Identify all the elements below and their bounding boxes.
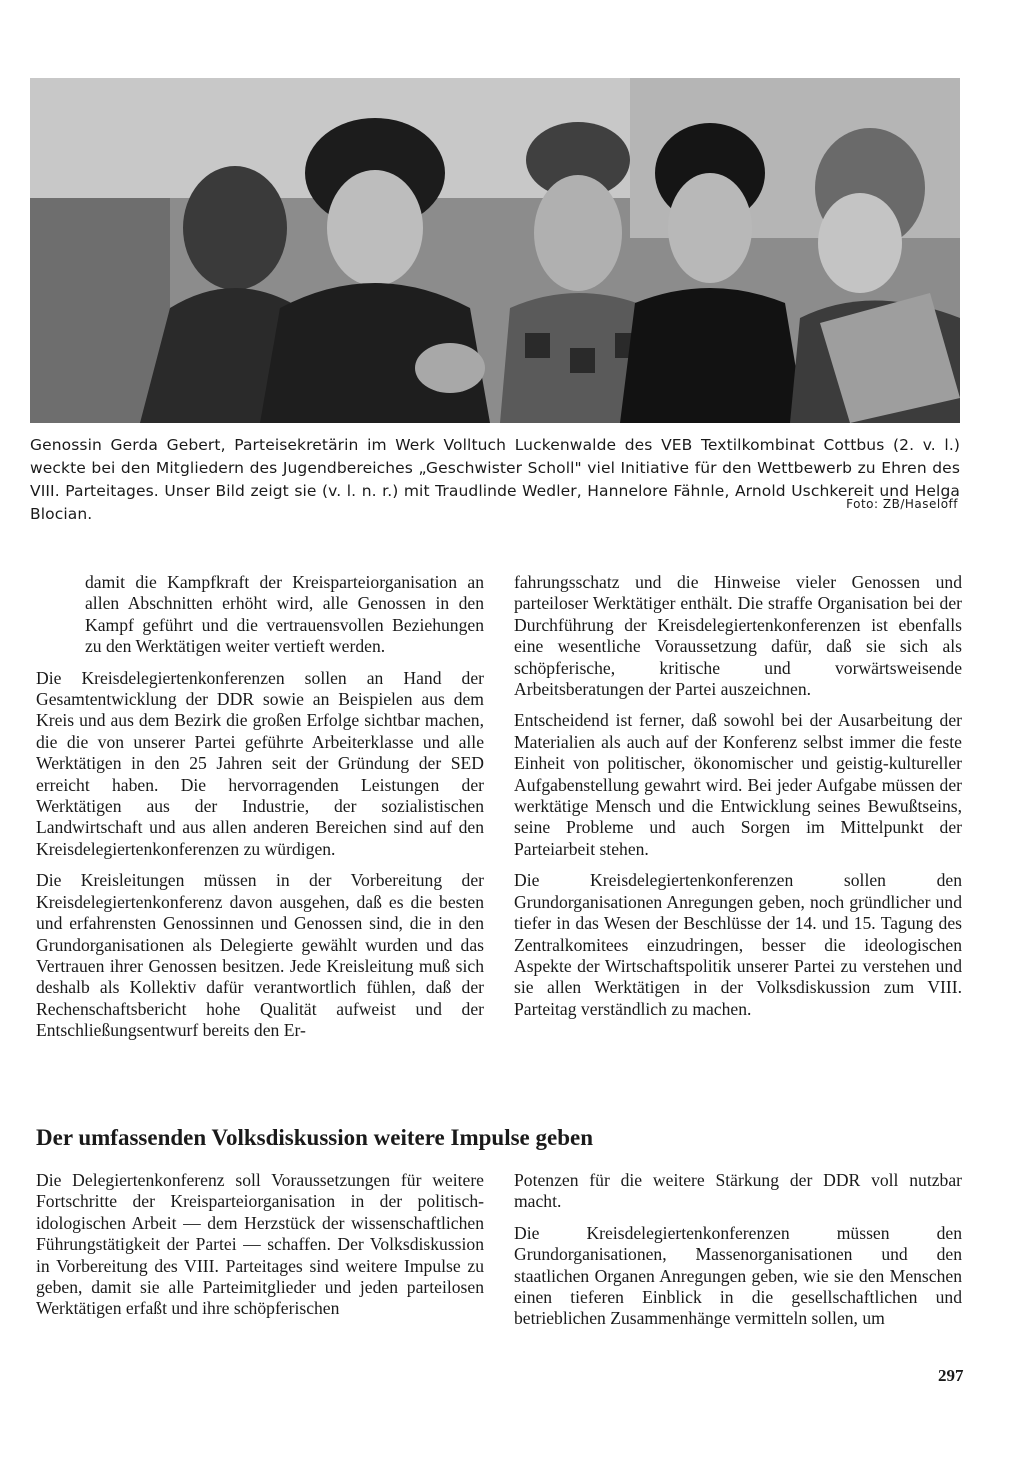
- section2-right-column: [514, 1170, 962, 1340]
- paragraph: Die Kreisdelegiertenkonferenzen sollen den Grundorganisationen Anregungen geben, noch gründlicher und tiefer in das Wesen der Beschlüsse der 14. und 15. Tagung des Zentralkomitees einzudringen, besser die ideologischen Aspekte der Wirtschaftspolitik unserer Partei zu verstehen und sie allen Werktätigen in der Volksdiskussion zum VIII. Parteitag verständlich zu machen.: [514, 870, 962, 1019]
- paragraph: Die Kreisdelegiertenkonferenzen müssen den Grundorganisationen, Massenorganisationen und den staatlichen Organen Anregungen geben, wie sie den Menschen einen tieferen Einblick in die gesellschaftlichen und betrieblichen Zusammenhänge vermitteln sollen, um: [514, 1222, 962, 1329]
- section1-right-column: [514, 572, 962, 1030]
- section1-left-column: [36, 572, 484, 1052]
- paragraph: fahrungsschatz und die Hinweise vieler Genossen und parteiloser Werktätiger enthält. Die straffe Organisation bei der Durchführung der Kreisdelegiertenkonferenzen ist ebenfalls eine wesentliche Voraussetzung dafür, daß sie sich als schöpferische, kritische und vorwärtsweisende Arbeitsberatungen der Partei auszeichnen.: [514, 572, 962, 700]
- page-number: 297: [938, 1366, 964, 1385]
- photo-credit: Foto: ZB/Haseloff: [846, 497, 958, 511]
- photo-image: [30, 78, 960, 423]
- group-photo: [30, 78, 960, 423]
- section2-left-column: [36, 1170, 484, 1330]
- paragraph: Potenzen für die weitere Stärkung der DDR voll nutzbar macht.: [514, 1170, 962, 1212]
- paragraph: Entscheidend ist ferner, daß sowohl bei der Ausarbeitung der Materialien als auch auf der Konferenz selbst immer die feste Einheit von politischer, ökonomischer und geistig-kultureller Aufgabenstellung gewahrt wird. Bei jeder Aufgabe müssen der werktätige Mensch und die Entwicklung seines Bewußtseins, seine Probleme und auch Sorgen im Mittelpunkt der Parteiarbeit stehen.: [514, 710, 962, 859]
- paragraph: Die Kreisdelegiertenkonferenzen sollen an Hand der Gesamtentwicklung der DDR sowie an Beispielen aus dem Kreis und aus dem Bezirk die großen Erfolge sichtbar machen, die die von unserer Partei geführte Arbeiterklasse und alle Werktätigen in den 25 Jahren seit der Gründung der SED erreicht haben. Die hervorragenden Leistungen der Werktätigen aus der Industrie, der sozialistischen Landwirtschaft und aus allen anderen Bereichen sind auf den Kreisdelegiertenkonferenzen zu würdigen.: [36, 667, 484, 859]
- section-heading: Der umfassenden Volksdiskussion weitere Impulse geben: [36, 1125, 593, 1150]
- paragraph: damit die Kampfkraft der Kreisparteiorganisation an allen Abschnitten erhöht wird, alle Genossen in den Kampf geführt und die vertrauensvollen Beziehungen zu den Werktätigen weiter vertieft werden.: [85, 572, 484, 657]
- paragraph: Die Kreisleitungen müssen in der Vorbereitung der Kreisdelegiertenkonferenz davon ausgehen, daß es die besten und erfahrensten Genossinnen und Genossen sind, die in den Grundorganisationen als Delegierte gewählt wurden und das Vertrauen ihrer Genossen besitzen. Jede Kreisleitung muß sich deshalb als Kollektiv dafür verantwortlich fühlen, daß der Rechenschaftsbericht hohe Qualität aufweist und der Entschließungsentwurf bereits den Er-: [36, 870, 484, 1041]
- photo-caption: Genossin Gerda Gebert, Parteisekretärin im Werk Volltuch Luckenwalde des VEB Textilkombinat Cottbus (2. v. l.) weckte bei den Mitgliedern des Jugendbereiches „Geschwister Scholl" viel Initiative für den Wettbewerb zu Ehren des VIII. Parteitages. Unser Bild zeigt sie (v. l. n. r.) mit Traudlinde Wedler, Hannelore Fähnle, Arnold Uschkereit und Helga Blocian.: [30, 436, 960, 523]
- paragraph: Die Delegiertenkonferenz soll Voraussetzungen für weitere Fortschritte der Kreisparteiorganisation in der politisch-idologischen Arbeit — dem Herzstück der wissenschaftlichen Führungstätigkeit der Partei — schaffen. Der Volksdiskussion in Vorbereitung des VIII. Parteitages sind weitere Impulse zu geben, damit sie alle Parteimitglieder und jeden parteilosen Werktätigen erfaßt und ihre schöpferischen: [36, 1170, 484, 1319]
